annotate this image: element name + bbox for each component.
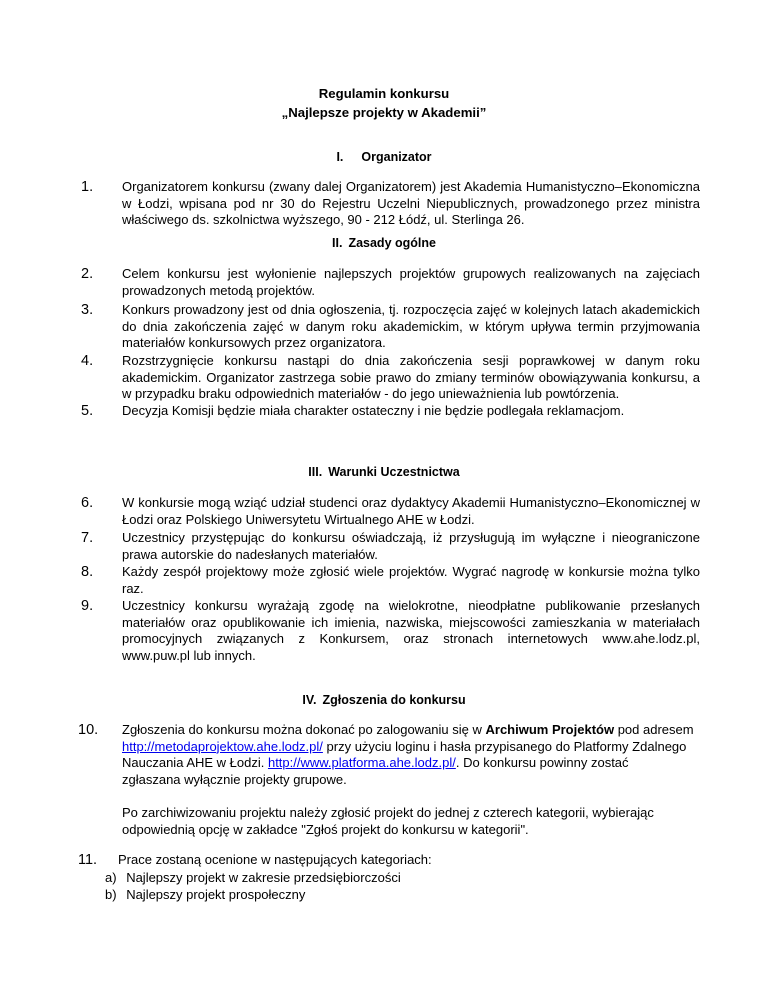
note-line: Po zarchiwizowaniu projektu należy zgłosić projekt do jednej z czterech kategorii, wybierając [122, 805, 654, 820]
item-line: promocyjnych związanych z Konkursem, oraz stronach internetowych www.ahe.lodz.pl, [122, 631, 700, 647]
platform-link[interactable]: http://www.platforma.ahe.lodz.pl/ [267, 755, 456, 771]
item-line: W konkursie mogą wziąć udział studenci oraz dydaktycy Akademii Humanistyczno–Ekonomicznej w [122, 495, 700, 510]
item-line: prowadzonych metodą projektów. [122, 282, 315, 298]
item-line [122, 739, 700, 756]
sub-item-text: Najlepszy projekt prospołeczny [126, 887, 306, 902]
item-line: w Łodzi, wpisana pod nr 30 do Rejestru Uczelni Niepublicznych, prowadzonego przez ministra [122, 195, 700, 211]
item-number: 6. [81, 495, 94, 511]
section-label: Warunki Uczestnictwa [328, 465, 460, 479]
item-10-note [122, 805, 700, 838]
section-heading-3 [0, 465, 768, 479]
section-number: I. [336, 150, 344, 164]
item-line: Uczestnicy konkursu wyrażają zgodę na wielokrotne, nieodpłatne publikowanie przesłanych [122, 598, 700, 613]
item-number: 11. [78, 852, 98, 868]
section-label: Zgłoszenia do konkursu [322, 693, 466, 707]
document-title: Regulamin konkursu [318, 86, 450, 101]
sub-item-label: a) [105, 870, 117, 885]
item-text: . Do konkursu powinny zostać [455, 755, 629, 771]
section-number: II. [332, 236, 343, 250]
item-line: Organizatorem konkursu (zwany dalej Organizatorem) jest Akademia Humanistyczno–Ekonomiczna [122, 179, 700, 194]
section-heading-2 [0, 236, 768, 250]
section-label: Organizator [361, 150, 432, 164]
archive-name: Archiwum Projektów [485, 722, 615, 737]
item-number: 4. [81, 353, 94, 369]
sub-item-text: Najlepszy projekt w zakresie przedsiębiorczości [126, 870, 401, 885]
item-number: 5. [81, 403, 94, 419]
item-number: 8. [81, 564, 94, 580]
item-number: 7. [81, 530, 94, 546]
item-text: Zgłoszenia do konkursu można dokonać po zalogowaniu się w [122, 722, 486, 737]
item-line: prawa autorskie do nadesłanych materiałów. [122, 546, 378, 562]
item-line: Konkurs prowadzony jest od dnia ogłoszenia, tj. rozpoczęcia zajęć w kolejnych latach akademickich [122, 302, 700, 317]
item-number: 9. [81, 598, 94, 614]
sub-item-label: b) [105, 887, 117, 902]
item-text: pod adresem [614, 722, 694, 737]
item-line: raz. [122, 580, 144, 596]
item-line: do dnia zakończenia zajęć w danym roku akademickim, w którym upływa termin przyjmowania [122, 318, 700, 334]
sub-item-a [105, 870, 401, 887]
item-line: w przypadku braku odpowiednich materiałów - do jego unieważnienia lub powtórzenia. [122, 386, 620, 402]
item-number: 2. [81, 266, 94, 282]
section-heading-4 [0, 693, 768, 707]
item-line: Łodzi oraz Polskiego Uniwersytetu Wirtualnego AHE w Łodzi. [122, 511, 475, 527]
archive-link[interactable]: http://metodaprojektow.ahe.lodz.pl/ [122, 738, 323, 754]
item-line: akademickim. Organizator zastrzega sobie prawo do zmiany terminów obowiązywania konkursu, a [122, 369, 700, 385]
section-number: III. [308, 465, 323, 479]
item-line: Prace zostaną ocenione w następujących kategoriach: [118, 852, 432, 867]
item-text: przy użyciu loginu i hasła przypisanego do Platformy Zdalnego [322, 738, 687, 754]
section-heading-1 [0, 150, 768, 164]
sub-item-b [105, 887, 305, 904]
item-number: 10. [78, 722, 99, 738]
item-line [122, 755, 700, 772]
section-number: IV. [302, 693, 317, 707]
item-text: Nauczania AHE w Łodzi. [122, 755, 268, 771]
item-line: Uczestnicy przystępując do konkursu oświadczają, iż przysługują im wyłączne i nieograniczone [122, 530, 700, 545]
item-line: Każdy zespół projektowy może zgłosić wiele projektów. Wygrać nagrodę w konkursie można tylko [122, 564, 700, 579]
item-line: Decyzja Komisji będzie miała charakter ostateczny i nie będzie podlegała reklamacjom. [122, 403, 625, 418]
item-line: materiałów oraz opublikowanie ich imienia, nazwiska, miejscowości zamieszkania w materiałach [122, 614, 700, 630]
item-number: 1. [81, 179, 94, 195]
item-line: www.puw.pl lub innych. [122, 647, 256, 663]
item-line: zgłaszana wyłącznie projekty grupowe. [122, 771, 347, 787]
section-label: Zasady ogólne [348, 236, 436, 250]
item-number: 3. [81, 302, 94, 318]
item-line: Celem konkursu jest wyłonienie najlepszych projektów grupowych realizowanych na zajęciach [122, 266, 700, 281]
document-subtitle: „Najlepsze projekty w Akademii” [281, 105, 487, 120]
item-line: Rozstrzygnięcie konkursu nastąpi do dnia zakończenia sesji poprawkowej w danym roku [122, 353, 700, 368]
item-line: właściwego ds. szkolnictwa wyższego, 90 - 212 Łódź, ul. Sterlinga 26. [122, 212, 525, 228]
item-line: materiałów konkursowych przez organizatora. [122, 335, 386, 351]
note-line: odpowiednią opcję w zakładce "Zgłoś projekt do konkursu w kategorii". [122, 821, 529, 837]
item-line [122, 722, 700, 739]
